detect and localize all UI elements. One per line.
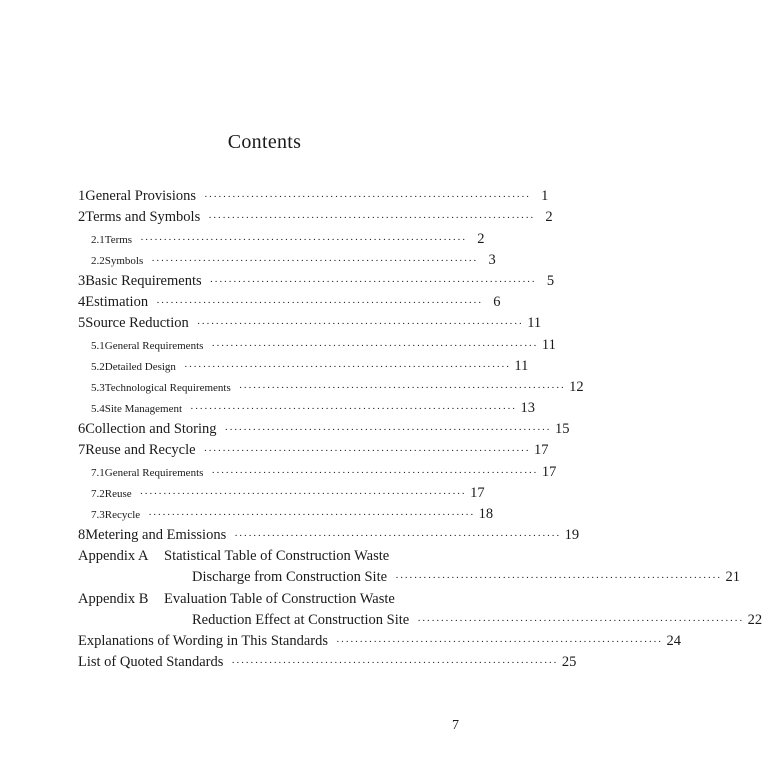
toc-page: 11 — [527, 315, 542, 331]
toc-label: Discharge from Construction Site — [192, 569, 388, 585]
dot-leader: ······································································ — [417, 615, 744, 627]
dot-leader: ······································································ — [234, 530, 561, 542]
toc-entry-2[interactable] — [78, 207, 553, 227]
toc-number: 5 — [78, 315, 86, 331]
toc-page: 1 — [541, 188, 549, 204]
toc-entry-7-3[interactable] — [91, 504, 494, 524]
dot-leader: ······································································ — [211, 467, 538, 479]
toc-number: 5.3 — [91, 382, 105, 394]
toc-label: Technological Requirements — [104, 382, 231, 394]
toc-appendix-a[interactable] — [192, 567, 740, 587]
toc-label: Explanations of Wording in This Standards — [78, 633, 329, 649]
toc-number: 7.1 — [91, 467, 105, 479]
toc-page: 2 — [477, 231, 485, 247]
toc-label: Symbols — [104, 255, 144, 267]
toc-appendix-b-title[interactable] — [78, 589, 395, 609]
toc-number: 3 — [78, 273, 86, 289]
toc-label: Estimation — [85, 294, 149, 310]
toc-page: 22 — [747, 612, 762, 628]
toc-page: 11 — [514, 358, 529, 374]
toc-page: 13 — [520, 400, 535, 416]
dot-leader: ······································································ — [140, 234, 467, 246]
dot-leader: ······································································ — [231, 657, 558, 669]
dot-leader: ······································································ — [148, 509, 475, 521]
appendix-a-label: Appendix A — [78, 548, 149, 564]
toc-entry-1[interactable] — [78, 186, 549, 206]
toc-label: Collection and Storing — [85, 421, 217, 437]
toc-appendix-b[interactable] — [192, 610, 762, 630]
appendix-b-label: Appendix B — [78, 591, 149, 607]
toc-entry-7-2[interactable] — [91, 483, 485, 503]
toc-label: Source Reduction — [85, 315, 189, 331]
dot-leader: ······································································ — [209, 276, 537, 288]
toc-appendix-a-title[interactable] — [78, 546, 389, 566]
dot-leader: ······································································ — [208, 212, 535, 224]
dot-leader: ······································································ — [156, 297, 483, 309]
toc-entry-5-2[interactable] — [91, 356, 529, 376]
toc-quoted-standards[interactable] — [78, 652, 577, 672]
toc-entry-3[interactable] — [78, 271, 555, 291]
dot-leader: ······································································ — [395, 572, 722, 584]
toc-page: 17 — [534, 442, 549, 458]
toc-label: Reuse — [104, 488, 132, 500]
toc-entry-4[interactable] — [78, 292, 501, 312]
toc-page: 15 — [554, 421, 570, 437]
dot-leader: ······································································ — [203, 445, 530, 457]
dot-leader: ······································································ — [151, 255, 478, 267]
toc-page: 6 — [493, 294, 501, 310]
toc-number: 7 — [78, 442, 86, 458]
dot-leader: ······································································ — [224, 424, 551, 436]
toc-number: 5.4 — [91, 403, 105, 415]
toc-entry-7-1[interactable] — [91, 462, 557, 482]
toc-page: 11 — [541, 337, 556, 353]
dot-leader: ······································································ — [190, 403, 517, 415]
toc-label: General Provisions — [85, 188, 196, 204]
toc-number: 5.1 — [91, 340, 105, 352]
dot-leader: ······································································ — [183, 361, 511, 373]
appendix-b-line1: Evaluation Table of Construction Waste — [164, 591, 395, 607]
toc-page: 25 — [561, 654, 577, 670]
toc-page: 17 — [541, 464, 557, 480]
toc-entry-7[interactable] — [78, 440, 549, 460]
toc-entry-5[interactable] — [78, 313, 542, 333]
appendix-a-line1: Statistical Table of Construction Waste — [164, 548, 390, 564]
toc-entry-5-3[interactable] — [91, 377, 584, 397]
dot-leader: ······································································ — [139, 488, 467, 500]
toc-label: Reduction Effect at Construction Site — [192, 612, 410, 628]
toc-number: 2 — [78, 209, 86, 225]
dot-leader: ······································································ — [238, 382, 566, 394]
toc-page: 17 — [470, 485, 485, 501]
toc-number: 2.1 — [91, 234, 105, 246]
toc-label: General Requirements — [104, 467, 204, 479]
toc-label: List of Quoted Standards — [78, 654, 224, 670]
toc-page: 24 — [666, 633, 681, 649]
toc-page: 5 — [546, 273, 555, 289]
page-number: 7 — [452, 718, 459, 733]
toc-page: 2 — [545, 209, 553, 225]
toc-entry-8[interactable] — [78, 525, 580, 545]
toc-number: 8 — [78, 527, 86, 543]
dot-leader: ······································································ — [336, 636, 663, 648]
toc-entry-5-4[interactable] — [91, 398, 535, 418]
toc-page: 18 — [478, 506, 494, 522]
page-title: Contents — [227, 131, 302, 153]
toc-number: 5.2 — [91, 361, 105, 373]
toc-number: 2.2 — [91, 255, 105, 267]
toc-label: Terms — [104, 234, 133, 246]
toc-page: 12 — [569, 379, 584, 395]
toc-page: 3 — [488, 252, 496, 268]
toc-label: Terms and Symbols — [85, 209, 201, 225]
dot-leader: ······································································ — [204, 191, 531, 203]
toc-entry-2-1[interactable] — [91, 229, 485, 249]
toc-label: Detailed Design — [104, 361, 176, 373]
toc-label: Site Management — [104, 403, 183, 415]
toc-number: 4 — [78, 294, 86, 310]
dot-leader: ······································································ — [211, 340, 538, 352]
toc-page: 21 — [725, 569, 740, 585]
toc-number: 7.3 — [91, 509, 105, 521]
toc-label: Metering and Emissions — [85, 527, 227, 543]
toc-entry-5-1[interactable] — [91, 335, 556, 355]
toc-label: Reuse and Recycle — [85, 442, 196, 458]
toc-label: General Requirements — [104, 340, 204, 352]
toc-number: 1 — [78, 188, 86, 204]
toc-page: 19 — [564, 527, 580, 543]
toc-label: Basic Requirements — [85, 273, 202, 289]
toc-label: Recycle — [104, 509, 141, 521]
toc-number: 7.2 — [91, 488, 105, 500]
toc-explanations[interactable] — [78, 631, 681, 651]
toc-entry-2-2[interactable] — [91, 250, 496, 270]
toc-number: 6 — [78, 421, 86, 437]
toc-entry-6[interactable] — [78, 419, 570, 439]
dot-leader: ······································································ — [196, 318, 524, 330]
